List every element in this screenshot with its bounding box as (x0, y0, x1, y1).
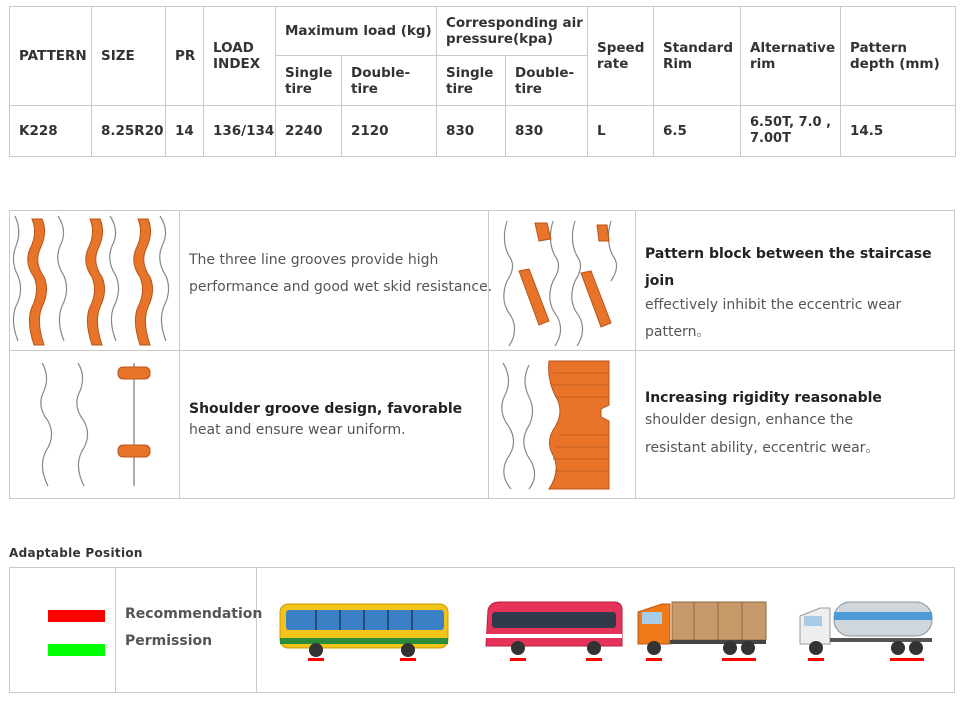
header-pressure: Corresponding air pressure(kpa) (437, 7, 588, 56)
spec-table (9, 6, 956, 157)
header-pattern: PATTERN (10, 7, 92, 106)
three-groove-pattern-image (10, 211, 179, 350)
cell-load-single: 2240 (276, 106, 342, 157)
header-load-single: Single tire (276, 56, 342, 106)
header-speed-rate: Speed rate (588, 7, 654, 106)
cell-load-double: 2120 (342, 106, 437, 157)
feature-line: effectively inhibit the eccentric wear (645, 297, 902, 313)
feature-line: shoulder design, enhance the (645, 412, 854, 428)
coach-bus-icon (482, 598, 624, 668)
rigid-shoulder-image (489, 351, 635, 497)
header-pattern-depth: Pattern depth (mm) (841, 7, 956, 106)
cell-pressure-double: 830 (506, 106, 588, 157)
feature-line: The three line grooves provide high (189, 252, 439, 268)
cell-pressure-single: 830 (437, 106, 506, 157)
permission-swatch (48, 644, 105, 656)
feature-line: performance and good wet skid resistance. (189, 279, 493, 295)
header-alternative-rim: Alternative rim (741, 7, 841, 106)
cell-standard-rim: 6.5 (654, 106, 741, 157)
feature-heading: Pattern block between the staircase join (645, 246, 932, 289)
cell-alternative-rim: 6.50T, 7.0 , 7.00T (741, 106, 841, 157)
cargo-truck-icon (634, 598, 770, 668)
adaptable-position-title: Adaptable Position (9, 546, 143, 560)
feature-grid (9, 210, 955, 499)
header-size: SIZE (92, 7, 166, 106)
recommendation-label: Recommendation (125, 606, 263, 622)
feature-heading: Increasing rigidity reasonable (645, 390, 882, 406)
feature-text-1 (189, 247, 492, 301)
cell-size: 8.25R20 (92, 106, 166, 157)
header-max-load: Maximum load (kg) (276, 7, 437, 56)
header-standard-rim: Standard Rim (654, 7, 741, 106)
recommendation-swatch (48, 610, 105, 622)
feature-text-4 (645, 387, 882, 465)
shoulder-groove-image (10, 351, 179, 497)
cell-pattern-depth: 14.5 (841, 106, 956, 157)
city-bus-icon (276, 598, 452, 668)
cell-pattern: K228 (10, 106, 92, 157)
table-row (10, 106, 956, 157)
header-load-index: LOAD INDEX (204, 7, 276, 106)
cell-speed-rate: L (588, 106, 654, 157)
adaptable-position-panel (9, 567, 955, 693)
feature-text-3 (189, 399, 462, 441)
cell-load-index: 136/134 (204, 106, 276, 157)
staircase-block-image (489, 211, 635, 350)
feature-heading: Shoulder groove design, favorable (189, 401, 463, 417)
header-load-double: Double-tire (342, 56, 437, 106)
cell-pr: 14 (166, 106, 204, 157)
feature-line: heat and ensure wear uniform. (189, 422, 406, 438)
tanker-truck-icon (796, 598, 936, 668)
header-pr: PR (166, 7, 204, 106)
header-pressure-single: Single tire (437, 56, 506, 106)
feature-line: pattern。 (645, 324, 711, 340)
header-pressure-double: Double-tire (506, 56, 588, 106)
feature-text-2 (645, 241, 954, 349)
permission-label: Permission (125, 633, 213, 649)
feature-line: resistant ability, eccentric wear。 (645, 440, 880, 456)
